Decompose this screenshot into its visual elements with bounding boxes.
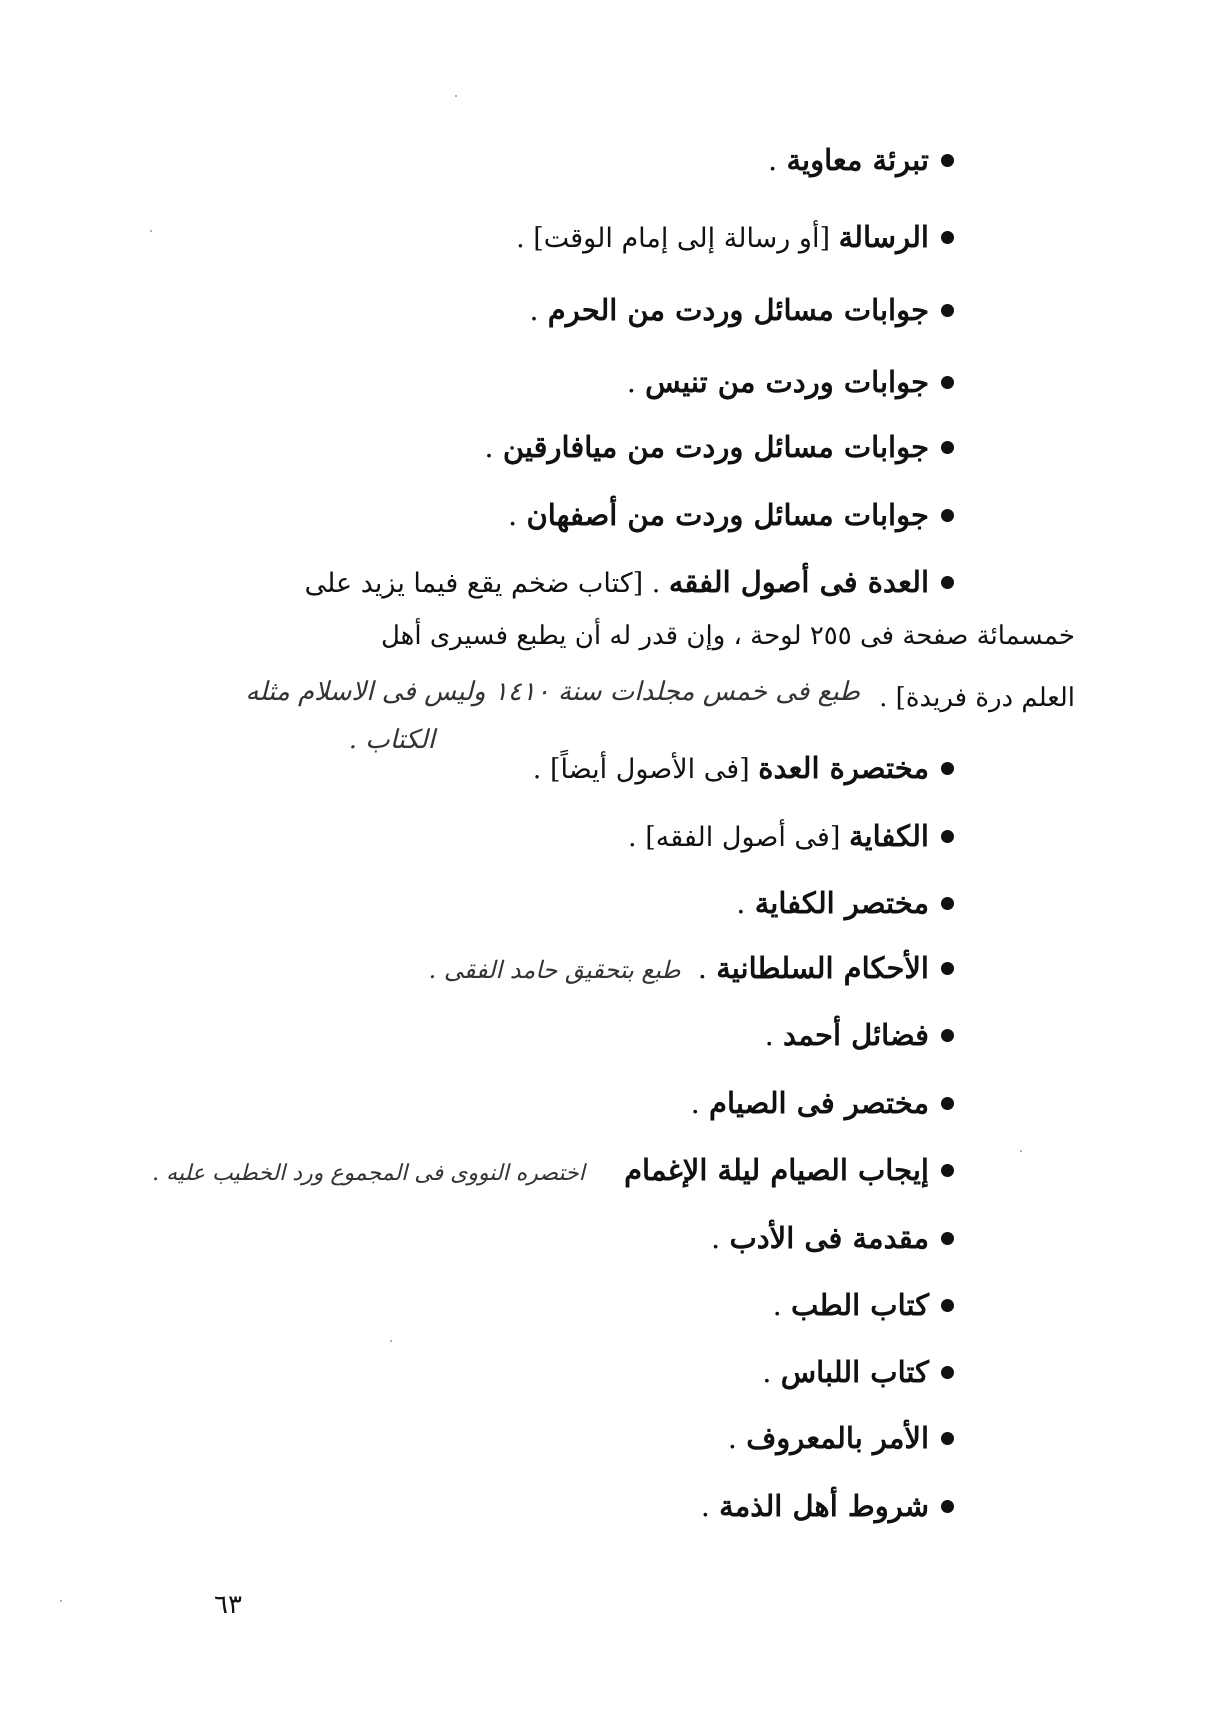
continuation-line: العلم درة فريدة] . (879, 683, 1075, 713)
entry-title: مختصر الكفاية (754, 886, 929, 920)
entry-title: تبرئة معاوية (786, 143, 929, 177)
entry-title: العدة فى أصول الفقه (668, 565, 929, 599)
bullet-dot (941, 441, 954, 454)
entry-title: شروط أهل الذمة (719, 1489, 929, 1523)
bullet-dot (941, 576, 954, 589)
scan-speck (60, 1600, 62, 1602)
bullet-dot (941, 1029, 954, 1042)
entry-suffix: . (764, 1018, 784, 1052)
entry-title: جوابات مسائل وردت من ميافارقين (502, 430, 929, 464)
bullet-dot (941, 1366, 954, 1379)
handwritten-note: اختصره النووى فى المجموع ورد الخطيب عليه . (152, 1161, 585, 1186)
entry-suffix: . (772, 1288, 792, 1322)
entry-suffix: . (727, 1421, 747, 1455)
entry-suffix: . (711, 1221, 730, 1255)
bullet-dot (941, 1299, 954, 1312)
entry-title: جوابات وردت من تنيس (645, 365, 929, 399)
scan-speck (455, 95, 457, 97)
continuation-line: خمسمائة صفحة فى ٢٥٥ لوحة ، وإن قدر له أن يطبع فسيرى أهل (380, 621, 1075, 651)
bullet-dot (941, 304, 954, 317)
entry-suffix: . (508, 498, 527, 532)
entry-title: مختصر فى الصيام (709, 1086, 929, 1120)
entry-title: الأمر بالمعروف (746, 1421, 929, 1455)
entry-suffix: . (700, 1489, 720, 1523)
entry-title: مختصرة العدة (758, 751, 929, 785)
bullet-dot (941, 509, 954, 522)
entry-title: مقدمة فى الأدب (729, 1221, 929, 1255)
entry-note: [فى الأصول أيضاً] . (532, 754, 759, 785)
entry-title: إيجاب الصيام ليلة الإغمام (624, 1153, 929, 1187)
entry-suffix: . (697, 951, 717, 985)
entry-title: الأحكام السلطانية (716, 951, 929, 985)
bullet-dot (941, 897, 954, 910)
entry-suffix: . (626, 365, 646, 399)
entry-title: الرسالة (838, 220, 929, 254)
entry-suffix: . (529, 293, 548, 327)
bullet-dot (941, 231, 954, 244)
entry-title: جوابات مسائل وردت من أصفهان (526, 498, 929, 532)
scan-speck (390, 1340, 392, 1342)
bullet-dot (941, 1500, 954, 1513)
entry-title: الكفاية (848, 819, 929, 853)
bullet-dot (941, 1097, 954, 1110)
bullet-dot (941, 376, 954, 389)
bullet-dot (941, 830, 954, 843)
bullet-dot (941, 1232, 954, 1245)
entry-title: جوابات مسائل وردت من الحرم (547, 293, 929, 327)
bullet-dot (941, 1164, 954, 1177)
entry-suffix: . (484, 430, 503, 464)
bullet-dot (941, 962, 954, 975)
entry-note: . [كتاب ضخم يقع فيما يزيد على (304, 568, 669, 599)
entry-suffix: . (768, 143, 787, 177)
bullet-dot (941, 1432, 954, 1445)
entry-suffix: . (736, 886, 755, 920)
handwritten-note: الكتاب . (348, 725, 435, 755)
handwritten-note: طبع بتحقيق حامد الفقى . (428, 956, 681, 984)
bullet-dot (941, 154, 954, 167)
entry-title: كتاب اللباس (780, 1355, 929, 1389)
handwritten-note: طبع فى خمس مجلدات سنة ١٤١٠ وليس فى الاسلام مثله (245, 677, 860, 707)
entry-suffix: . (762, 1355, 781, 1389)
bullet-dot (941, 762, 954, 775)
entry-title: كتاب الطب (791, 1288, 929, 1322)
entry-note: [فى أصول الفقه] . (628, 822, 849, 853)
entry-title: فضائل أحمد (783, 1018, 929, 1052)
scan-speck (1020, 1150, 1022, 1152)
scan-speck (150, 230, 152, 232)
page-number: ٦٣ (214, 1590, 242, 1620)
entry-note: [أو رسالة إلى إمام الوقت] . (516, 223, 839, 254)
entry-suffix: . (690, 1086, 710, 1120)
